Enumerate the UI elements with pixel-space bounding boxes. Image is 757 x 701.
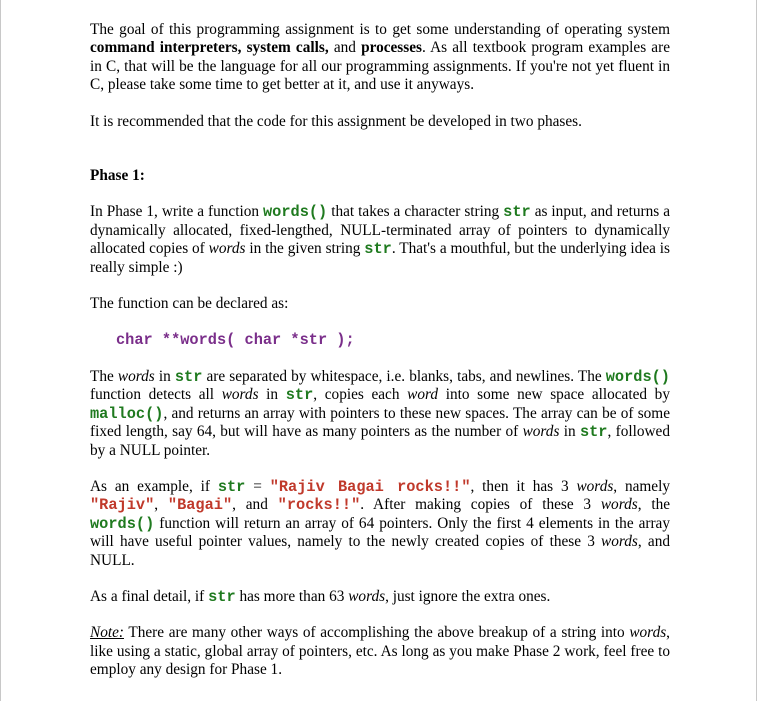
declaration-intro: The function can be declared as: xyxy=(90,295,289,313)
intro-paragraph: The goal of this programming assignment is to get some understanding of operating system command interpreters, system calls, and processes. As all textbook program examples are in C, that will be the language for all our programming assignments. If you're not yet fluent in C, please take some time to get better at it, and use it anyways. xyxy=(90,21,670,94)
note-paragraph: Note: There are many other ways of accomplishing the above breakup of a string into words, like using a static, global array of pointers, etc. As long as you make Phase 2 work, feel free to employ any design for Phase 1. xyxy=(90,624,670,679)
phase1-paragraph-4: As a final detail, if str has more than 63 words, just ignore the extra ones. xyxy=(90,587,551,606)
note-label: Note: xyxy=(90,624,124,642)
function-declaration: char **words( char *str ); xyxy=(116,331,355,350)
recommend-paragraph: It is recommended that the code for this assignment be developed in two phases. xyxy=(90,112,582,130)
code-words: words() xyxy=(262,203,328,222)
phase1-paragraph-2: The words in str are separated by whitespace, i.e. blanks, tabs, and newlines. The words() function detects all words in str, copies each word into some new space allocated by malloc(), and returns an array with pointers to these new spaces. The array can be of some fixed length, say 64, but will have as many pointers as the number of words in str, followed by a NULL pointer. xyxy=(90,367,671,459)
phase1-paragraph-1: In Phase 1, write a function words() that takes a character string str as input, and returns a dynamically allocated, fixed-lengthed, NULL-terminated array of pointers to dynamically allocated copies of words in the given string str. That's a mouthful, but the underlying idea is really simple :) xyxy=(90,203,670,276)
phase1-heading: Phase 1: xyxy=(90,167,145,185)
phase1-paragraph-3: As an example, if str = "Rajiv Bagai rocks!!", then it has 3 words, namely "Rajiv", "Bagai", and "rocks!!". After making copies of these 3 words, the words() function will return an array of 64 pointers. Only the first 4 elements in the array will have useful pointer values, namely to the newly created copies of these 3 words, and NULL. xyxy=(90,477,671,569)
document-body xyxy=(90,21,670,680)
page-left-border xyxy=(0,0,1,701)
